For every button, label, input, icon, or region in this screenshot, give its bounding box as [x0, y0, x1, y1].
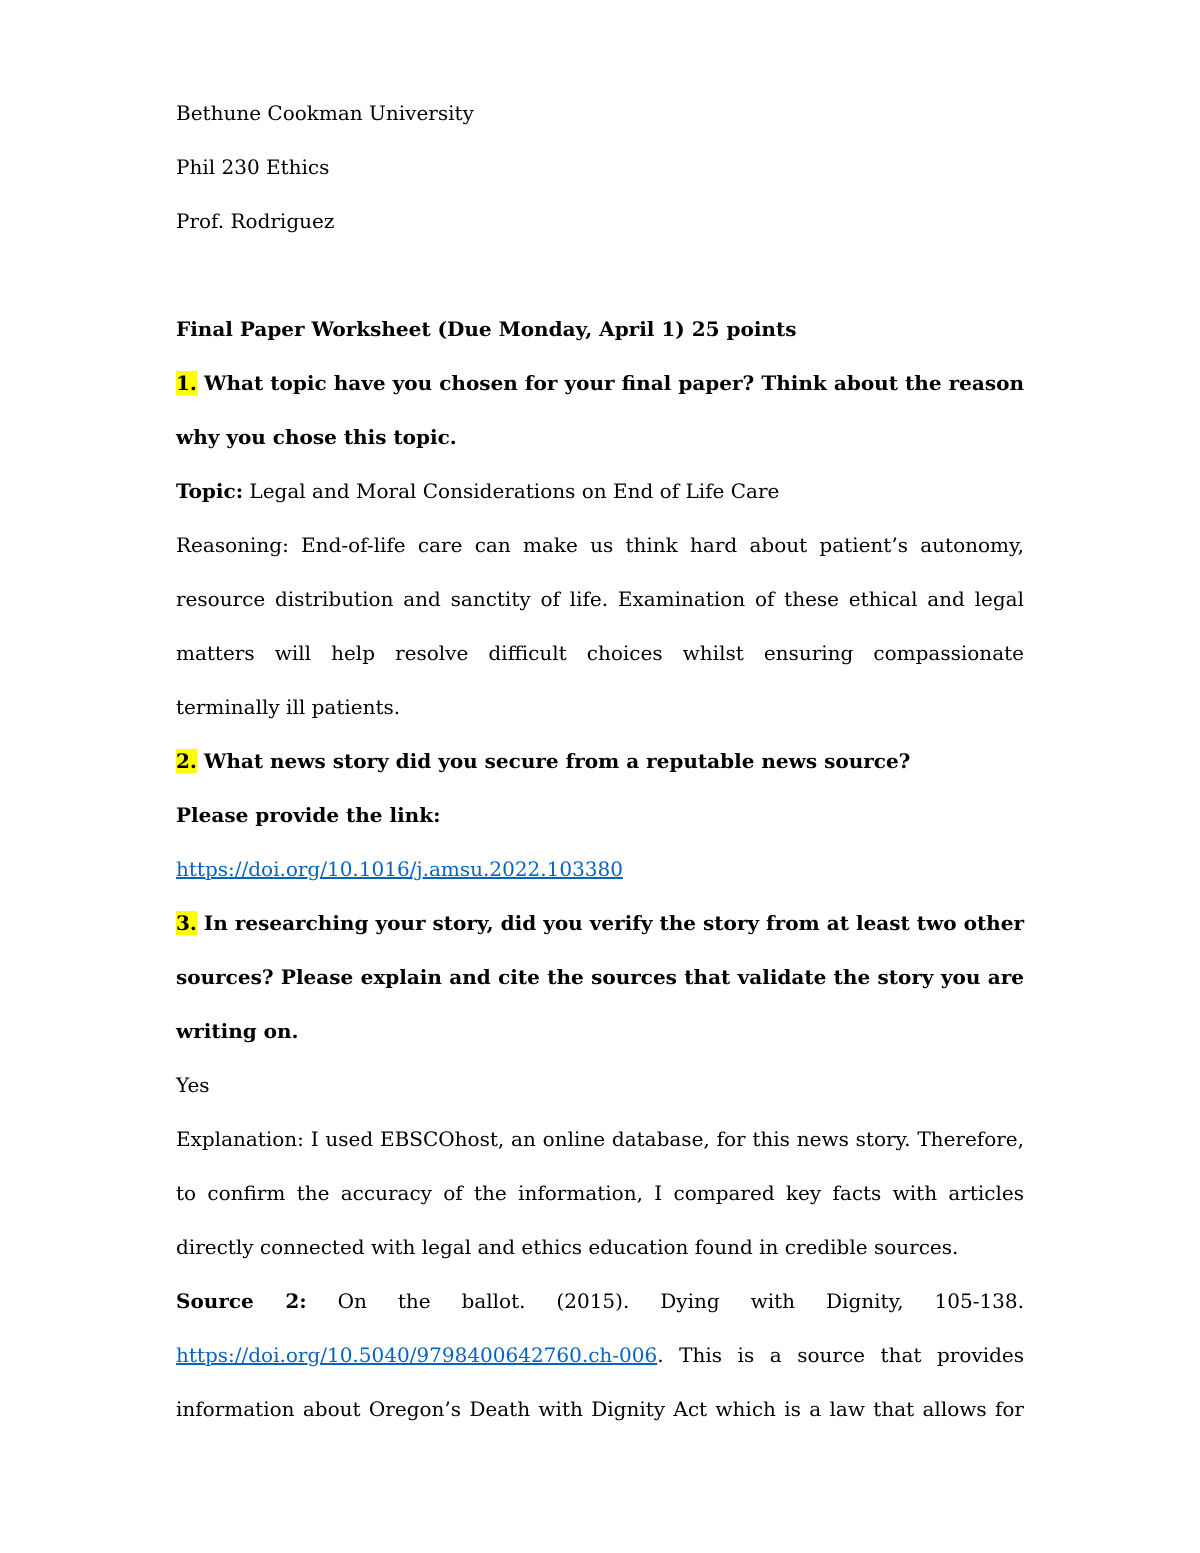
university-name: Bethune Cookman University — [176, 101, 474, 125]
source-2-description: . This is a source that provides information about Oregon’s Death with Dignity Act which is a law that allows for — [176, 1343, 1024, 1421]
source-2-link[interactable]: https://doi.org/10.5040/9798400642760.ch-006 — [176, 1343, 658, 1367]
source-2-citation: On the ballot. (2015). Dying with Dignity, 105-138. — [306, 1289, 1024, 1313]
answer-yes: Yes — [176, 1073, 210, 1097]
link-prompt: Please provide the link: — [176, 803, 441, 827]
topic-value: Legal and Moral Considerations on End of Life Care — [243, 479, 780, 503]
question-3-text: In researching your story, did you verify the story from at least two other sources? Please explain and cite the sources that validate the story you are writing on. — [176, 911, 1024, 1043]
topic-line — [176, 464, 1024, 518]
question-2-text: What news story did you secure from a reputable news source? — [196, 749, 911, 773]
explanation-paragraph: Explanation: I used EBSCOhost, an online database, for this news story. Therefore, to confirm the accuracy of the information, I compared key facts with articles directly connected with legal and ethics education found in credible sources. — [176, 1127, 1024, 1259]
question-1 — [176, 356, 1024, 464]
blank-line — [176, 248, 1024, 302]
topic-label: Topic: — [176, 479, 244, 503]
question-2-number: 2. — [176, 749, 197, 773]
course-name: Phil 230 Ethics — [176, 155, 330, 179]
professor-name: Prof. Rodriguez — [176, 209, 335, 233]
question-3 — [176, 896, 1024, 1058]
worksheet-title: Final Paper Worksheet (Due Monday, April 1) 25 points — [176, 317, 797, 341]
question-1-number: 1. — [176, 371, 197, 395]
news-story-link[interactable]: https://doi.org/10.1016/j.amsu.2022.103380 — [176, 857, 623, 881]
source-2-paragraph — [176, 1274, 1024, 1436]
question-2 — [176, 734, 1024, 788]
source-2-label: Source 2: — [176, 1289, 307, 1313]
document-page — [176, 86, 1024, 1436]
reasoning-paragraph: Reasoning: End-of-life care can make us think hard about patient’s autonomy, resource distribution and sanctity of life. Examination of these ethical and legal matters will help resolve difficult choices whilst ensuring compassionate terminally ill patients. — [176, 533, 1024, 719]
news-link-line — [176, 842, 1024, 896]
question-1-text: What topic have you chosen for your final paper? Think about the reason why you chose this topic. — [176, 371, 1024, 449]
question-3-number: 3. — [176, 911, 197, 935]
